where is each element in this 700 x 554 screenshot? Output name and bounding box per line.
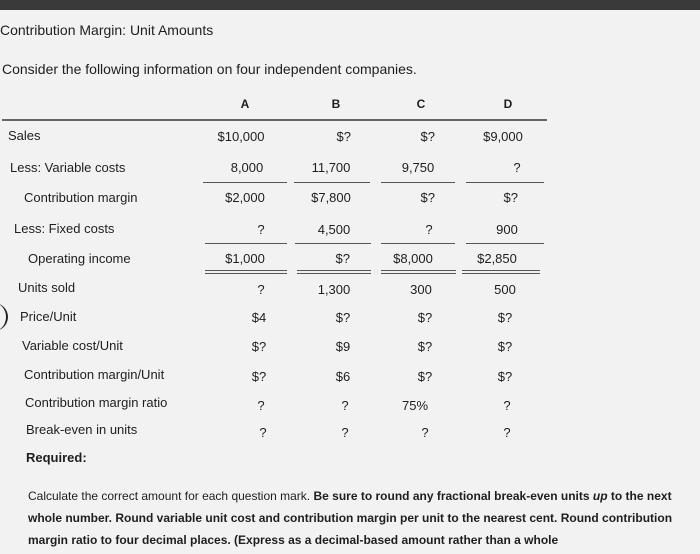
cell-variable-cost-unit-b: $9	[335, 339, 351, 354]
cell-break-even-units-b: ?	[341, 425, 349, 440]
cell-units-sold-a: ?	[257, 282, 265, 297]
underline-b	[294, 182, 370, 183]
row-label-variable-costs: Less: Variable costs	[10, 160, 126, 175]
cell-price-unit-a: $4	[251, 310, 267, 325]
cell-contribution-margin-c: $?	[420, 190, 435, 205]
underline-c-2	[381, 243, 455, 244]
cell-contribution-margin-ratio-b: ?	[341, 398, 349, 413]
row-label-operating-income: Operating income	[28, 251, 131, 266]
cell-sales-b: $?	[336, 129, 351, 144]
underline-d-2	[466, 243, 544, 244]
cell-fixed-costs-c: ?	[425, 222, 433, 237]
cell-units-sold-d: 500	[494, 282, 516, 297]
cell-variable-costs-d: ?	[513, 160, 521, 175]
underline-a-2	[205, 243, 287, 244]
cell-fixed-costs-d: 900	[496, 222, 518, 237]
row-label-sales: Sales	[8, 128, 41, 143]
underline-c	[381, 182, 455, 183]
cell-variable-cost-unit-a: $?	[251, 339, 267, 354]
cell-units-sold-c: 300	[410, 282, 432, 297]
instructions-bold-2: to the next whole number. Round variable unit cost and contribution margin per unit to the nearest cent. Round contribution margin ratio to four decimal places. (Express as a decimal-based amount rather than a whole	[28, 489, 673, 547]
top-bar	[0, 0, 700, 10]
cell-sales-a: $10,000	[217, 129, 265, 144]
cell-operating-income-b: $?	[335, 251, 350, 266]
cell-sales-d: $9,000	[483, 129, 523, 144]
column-header-c: C	[416, 97, 426, 111]
underline-a	[203, 182, 287, 183]
row-label-variable-cost-unit: Variable cost/Unit	[22, 338, 123, 353]
cell-variable-costs-b: 11,700	[311, 160, 351, 175]
cell-contribution-margin-unit-d: $?	[497, 369, 513, 384]
cell-contribution-margin-ratio-d: ?	[503, 398, 511, 413]
required-heading: Required:	[26, 450, 87, 465]
column-header-d: D	[503, 97, 513, 111]
row-label-fixed-costs: Less: Fixed costs	[14, 221, 115, 236]
row-label-contribution-margin-unit: Contribution margin/Unit	[24, 367, 165, 382]
cell-contribution-margin-ratio-c: 75%	[401, 398, 429, 413]
instructions-bold-1: Be sure to round any fractional break-even units	[313, 489, 593, 503]
cell-price-unit-d: $?	[497, 310, 513, 325]
cell-operating-income-d: $2,850	[477, 251, 517, 266]
row-label-contribution-margin-ratio: Contribution margin ratio	[25, 395, 168, 410]
row-label-units-sold: Units sold	[18, 280, 76, 295]
cell-fixed-costs-b: 4,500	[317, 222, 351, 237]
instructions-plain: Calculate the correct amount for each question mark.	[28, 489, 314, 503]
underline-b-2	[295, 243, 371, 244]
instructions-text	[28, 485, 692, 551]
cell-contribution-margin-ratio-a: ?	[257, 398, 265, 413]
row-label-break-even-units: Break-even in units	[26, 422, 138, 437]
cell-operating-income-c: $8,000	[393, 251, 433, 266]
cell-variable-cost-unit-c: $?	[417, 339, 433, 354]
cell-variable-cost-unit-d: $?	[497, 339, 513, 354]
double-underline-a	[205, 270, 287, 274]
cell-contribution-margin-a: $2,000	[225, 190, 265, 205]
cell-contribution-margin-b: $7,800	[311, 190, 351, 205]
cell-contribution-margin-unit-c: $?	[417, 369, 433, 384]
cell-operating-income-a: $1,000	[225, 251, 265, 266]
cell-fixed-costs-a: ?	[257, 222, 265, 237]
cell-contribution-margin-unit-b: $6	[335, 369, 351, 384]
cell-contribution-margin-d: $?	[503, 190, 518, 205]
intro-text: Consider the following information on four independent companies.	[2, 61, 417, 77]
double-underline-b	[297, 270, 371, 274]
header-rule	[2, 119, 547, 121]
cell-variable-costs-a: 8,000	[230, 160, 264, 175]
cursor-arc-decoration	[0, 303, 8, 331]
cell-break-even-units-c: ?	[421, 425, 429, 440]
double-underline-c	[381, 270, 456, 274]
page-title: Contribution Margin: Unit Amounts	[0, 22, 214, 38]
cell-contribution-margin-unit-a: $?	[251, 369, 267, 384]
double-underline-d	[462, 270, 540, 274]
underline-d	[466, 182, 544, 183]
cell-break-even-units-d: ?	[503, 425, 511, 440]
column-header-b: B	[331, 97, 341, 111]
cell-sales-c: $?	[420, 129, 435, 144]
column-header-a: A	[240, 97, 250, 111]
cell-variable-costs-c: 9,750	[401, 160, 435, 175]
cell-units-sold-b: 1,300	[317, 282, 351, 297]
instructions-bold-em: up	[592, 489, 608, 503]
row-label-price-unit: Price/Unit	[20, 309, 77, 324]
cell-price-unit-b: $?	[335, 310, 351, 325]
row-label-contribution-margin: Contribution margin	[24, 190, 138, 205]
cell-price-unit-c: $?	[417, 310, 433, 325]
cell-break-even-units-a: ?	[259, 425, 267, 440]
